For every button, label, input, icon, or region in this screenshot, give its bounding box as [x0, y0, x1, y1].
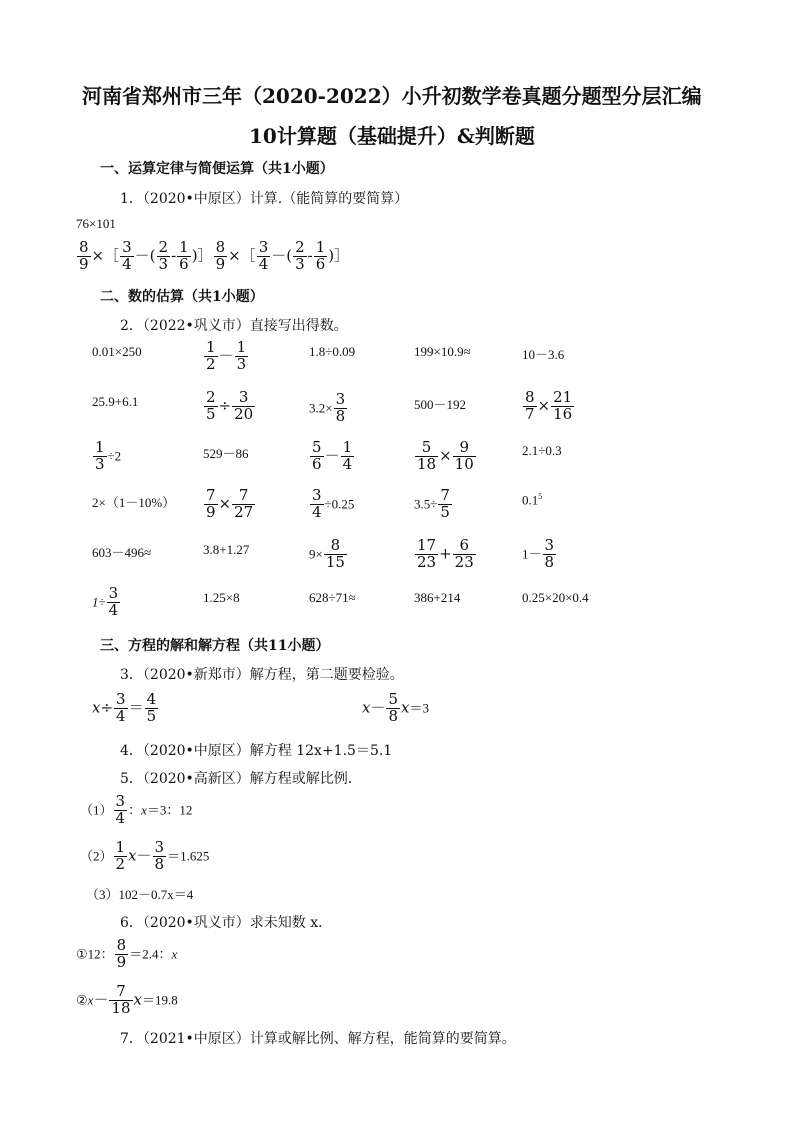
- q6-part-2: ②x－ $\frac{7}{18}$ x＝19.8: [76, 982, 178, 1017]
- q2-item: 1÷ $\frac{3}{4}$: [92, 584, 119, 619]
- q5-part-1: （1） $\frac{3}{4}$ ：x＝3：12: [80, 792, 193, 827]
- q2-item: 2×（1－10%）: [92, 495, 176, 510]
- question-3-stem: 3．（2020•新郑市）解方程，第二题要检验。: [120, 667, 404, 683]
- q2-item: 1－ $\frac{3}{8}$: [522, 536, 555, 571]
- question-1-stem: 1．（2020•中原区）计算.（能简算的要简算）: [120, 191, 409, 207]
- q2-item: 1.8÷0.09: [309, 344, 356, 359]
- section-heading-1: 一、运算定律与简便运算（共1小题）: [100, 161, 334, 177]
- question-4-stem: 4．（2020•中原区）解方程 12x+1.5＝5.1: [120, 743, 393, 759]
- q2-item: 2.1÷0.3: [522, 443, 562, 458]
- q2-item: $\frac{2}{5}$ ÷ $\frac{3}{20}$: [206, 388, 254, 423]
- section-heading-2: 二、数的估算（共1小题）: [100, 289, 264, 305]
- question-6-stem: 6．（2020•巩义市）求未知数 x．: [120, 915, 333, 931]
- q2-item: $\frac{1}{3}$ ÷2: [95, 438, 122, 473]
- q2-item: 529－86: [203, 446, 249, 461]
- q2-item: 628÷71≈: [309, 590, 356, 605]
- q3-equation-2: x－ $\frac{5}{8}$ x＝3: [362, 690, 430, 725]
- q5-part-2: （2） $\frac{1}{2}$ x－ $\frac{3}{8}$ ＝1.625: [80, 838, 210, 873]
- q2-item: 9× $\frac{8}{15}$: [309, 536, 345, 571]
- q2-item: $\frac{5}{18}$ × $\frac{9}{10}$: [417, 438, 474, 473]
- q2-item: 603－496≈: [92, 545, 152, 560]
- q2-item: $\frac{3}{4}$ ÷0.25: [312, 486, 355, 521]
- q2-item: 3.8+1.27: [203, 542, 250, 557]
- q1-expression-2: $\frac{8}{9}$ ×［ $\frac{3}{4}$ －( $\frac{2}{3}$ - $\frac{1}{6}$ )］ $\frac{8}{9}$ ×［ $\frac{3}{4}$ －( $\frac{2}{3}$ - $\frac{1}{6}$ )］: [79, 238, 350, 273]
- q2-item: 0.25×20×0.4: [522, 590, 589, 605]
- q2-item: $\frac{5}{6}$ － $\frac{1}{4}$: [312, 438, 353, 473]
- question-7-stem: 7．（2021•中原区）计算或解比例、解方程，能简算的要简算。: [120, 1031, 516, 1047]
- q2-item: 3.2× $\frac{3}{8}$: [309, 390, 346, 425]
- q2-item: 10－3.6: [522, 347, 565, 362]
- q5-part-3: （3）102－0.7x＝4: [86, 887, 194, 902]
- q2-item: $0.1^5$: [522, 492, 543, 508]
- q2-item: 199×10.9≈: [414, 344, 471, 359]
- q2-item: $\frac{8}{7}$ × $\frac{21}{16}$: [525, 388, 573, 423]
- q2-item: 3.5÷ $\frac{7}{5}$: [414, 486, 450, 521]
- question-2-stem: 2．（2022•巩义市）直接写出得数。: [120, 318, 348, 334]
- q6-part-1: ①12： $\frac{8}{9}$ ＝2.4：x: [76, 936, 178, 971]
- q2-item: 500－192: [414, 397, 467, 412]
- q2-item: 1.25×8: [203, 590, 240, 605]
- q2-item: 25.9+6.1: [92, 394, 139, 409]
- q2-item: $\frac{17}{23}$ + $\frac{6}{23}$: [417, 536, 474, 571]
- q1-expression-1: 76×101: [76, 216, 116, 231]
- section-heading-3: 三、方程的解和解方程（共11小题）: [100, 638, 330, 654]
- q2-item: 386+214: [414, 590, 461, 605]
- q2-item: 0.01×250: [92, 344, 142, 359]
- question-5-stem: 5．（2020•高新区）解方程或解比例．: [120, 771, 362, 787]
- q2-item: $\frac{7}{9}$ × $\frac{7}{27}$: [206, 486, 254, 521]
- page-title-line2: 10计算题（基础提升）&判断题: [249, 124, 535, 148]
- q3-equation-1: x÷ $\frac{3}{4}$ ＝ $\frac{4}{5}$: [92, 690, 157, 725]
- page-title-line1: 河南省郑州市三年（2020-2022）小升初数学卷真题分题型分层汇编: [82, 84, 702, 108]
- q2-item: $\frac{1}{2}$ － $\frac{1}{3}$: [206, 338, 247, 373]
